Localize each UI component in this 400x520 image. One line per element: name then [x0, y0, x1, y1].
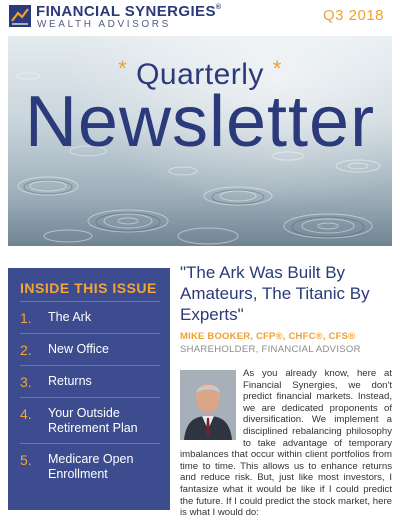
divider [20, 333, 160, 334]
issue-number: 3. [20, 374, 32, 390]
issue-number: 2. [20, 342, 32, 358]
author-byline: MIKE BOOKER, CFP®, CHFC®, CFS® [180, 331, 356, 342]
article-body [180, 368, 392, 519]
issue-item[interactable] [20, 406, 160, 436]
issue-label: The Ark [48, 310, 92, 324]
article-title: "The Ark Was Built By Amateurs, The Titanic By Experts" [180, 263, 370, 324]
sidebar-title: INSIDE THIS ISSUE [20, 280, 157, 296]
masthead [0, 0, 400, 36]
issue-item[interactable] [20, 374, 160, 390]
issue-item[interactable] [20, 310, 160, 326]
issue-item[interactable] [20, 342, 160, 358]
issue-label: Returns [48, 374, 92, 388]
issue-label: New Office [48, 342, 109, 356]
issue-number: 5. [20, 452, 32, 468]
brand-subtitle: WEALTH ADVISORS [37, 19, 171, 30]
issue-quarter: Q3 2018 [322, 7, 384, 24]
article-paragraph: As you already know, here at Financial Synergies, we don't predict financial markets. Instead, we are dedicated proponents of diversification. We implement a disciplined rebalancing philosophy to take advantage of temporary imbalances that occur within client portfolios from time to time. This allows us to enhance returns and reduce risk. But, just like most investors, I fantasize what it would be like if I could predict the future. If I could predict the stock market, here is what I would do: [180, 368, 392, 519]
issue-label: Medicare Open Enrollment [48, 452, 134, 481]
divider [20, 443, 160, 444]
author-role: SHAREHOLDER, FINANCIAL ADVISOR [180, 344, 361, 355]
brand-name: FINANCIAL SYNERGIES® [36, 3, 222, 20]
title-quarterly: * Quarterly * [118, 56, 282, 91]
issue-number: 4. [20, 406, 32, 422]
author-photo [180, 370, 236, 440]
divider [20, 365, 160, 366]
divider [20, 397, 160, 398]
inside-this-issue-panel [8, 268, 170, 510]
issue-number: 1. [20, 310, 32, 326]
title-newsletter: Newsletter [24, 82, 376, 162]
logo-icon [8, 4, 32, 28]
issue-label: Your Outside Retirement Plan [48, 406, 138, 435]
divider [20, 301, 160, 302]
hero-banner [8, 36, 392, 246]
article-header [180, 262, 392, 355]
issue-item[interactable] [20, 452, 160, 482]
